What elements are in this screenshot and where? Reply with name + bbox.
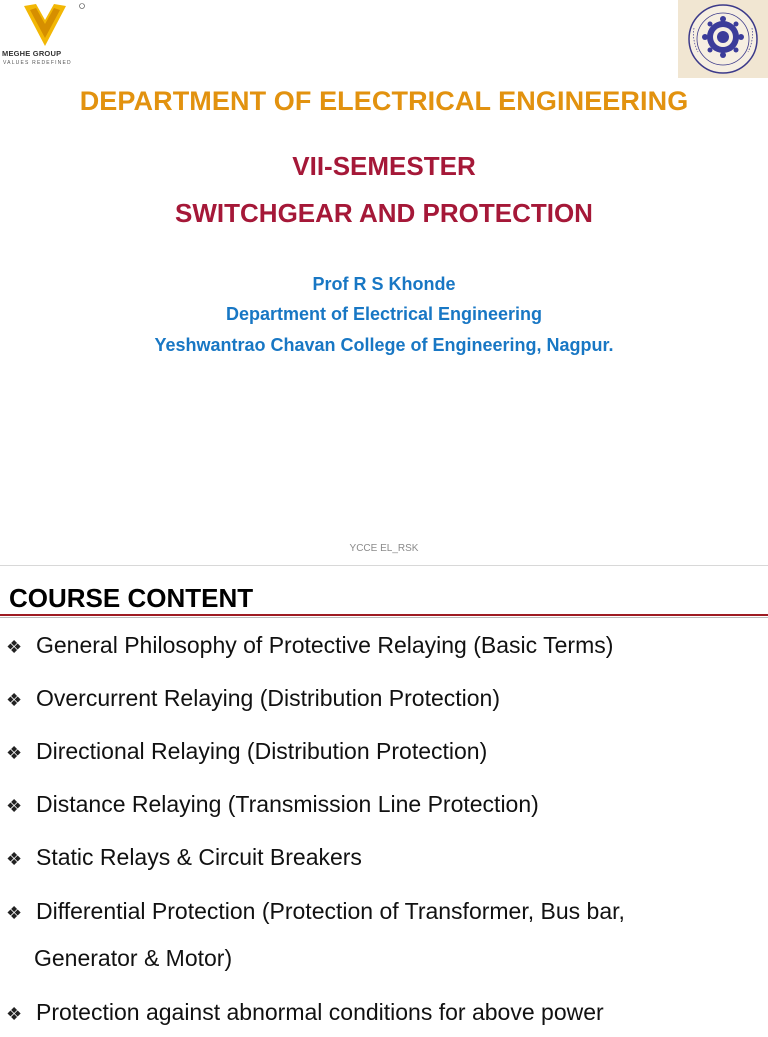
semester-title: VII-SEMESTER (292, 151, 476, 181)
subject-title: SWITCHGEAR AND PROTECTION (175, 198, 593, 228)
slide-footer: YCCE EL_RSK (349, 543, 419, 554)
department-title: DEPARTMENT OF ELECTRICAL ENGINEERING (79, 86, 689, 116)
list-item (6, 888, 766, 936)
author-department: Department of Electrical Engineering (225, 304, 543, 324)
bullet-diamond-icon: ❖ (6, 796, 23, 816)
author-college: Yeshwantrao Chavan College of Engineering, Nagpur. (154, 335, 614, 355)
course-content-heading: COURSE CONTENT (9, 583, 254, 613)
list-item (6, 728, 766, 776)
logo-tagline: VALUES REDEFINED (3, 60, 72, 66)
bullet-diamond-icon: ❖ (6, 690, 23, 710)
list-item (6, 781, 766, 829)
list-item-text: General Philosophy of Protective Relaying (Basic Terms) (36, 632, 614, 658)
list-item-text: Overcurrent Relaying (Distribution Protection) (36, 685, 501, 711)
author-name: Prof R S Khonde (312, 274, 456, 294)
list-item-continuation: Generator & Motor) (34, 945, 233, 971)
list-item (6, 675, 766, 723)
bullet-diamond-icon: ❖ (6, 1004, 23, 1024)
college-seal (678, 0, 768, 78)
list-item-text: Directional Relaying (Distribution Protection) (36, 738, 488, 764)
bullet-diamond-icon: ❖ (6, 743, 23, 763)
heading-rule-shadow (0, 617, 768, 618)
bullet-diamond-icon: ❖ (6, 849, 23, 869)
bullet-diamond-icon: ❖ (6, 903, 23, 923)
logo-name: MEGHE GROUP (2, 49, 62, 58)
seal-emblem-icon (678, 0, 768, 78)
list-item (6, 989, 766, 1037)
list-item-text: Static Relays & Circuit Breakers (36, 844, 362, 870)
list-item (6, 834, 766, 882)
list-item-text: Distance Relaying (Transmission Line Protection) (36, 791, 539, 817)
heading-rule (0, 614, 768, 616)
list-item (6, 622, 766, 670)
list-item-text: Differential Protection (Protection of Transformer, Bus bar, (36, 898, 625, 924)
list-item-text: Protection against abnormal conditions for above power (36, 999, 604, 1025)
bullet-diamond-icon: ❖ (6, 637, 23, 657)
